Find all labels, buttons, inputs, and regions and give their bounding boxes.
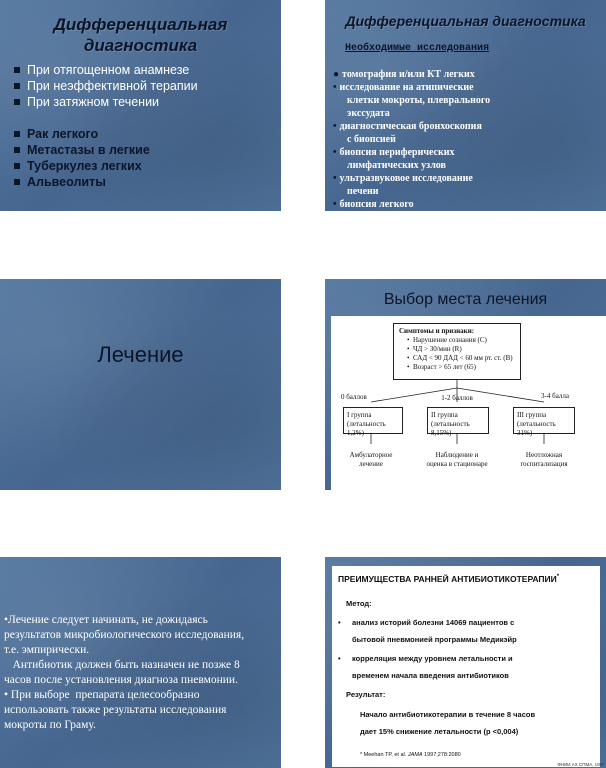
slide-empirical-treatment — [0, 557, 281, 768]
list-item: При отягощенном анамнезе — [14, 62, 198, 78]
group-box-3: III группа (летальность 31%) — [513, 407, 575, 434]
diagnoses-list — [14, 126, 150, 190]
score-label: 3-4 балла — [541, 392, 569, 400]
list-item: При неэффективной терапии — [14, 78, 198, 94]
square-bullet-icon — [14, 99, 20, 105]
bullet-dot-icon: • — [338, 654, 341, 663]
list-item: • Возраст > 65 лет (65) — [407, 363, 476, 371]
list-item: Альвеолиты — [14, 174, 150, 190]
indications-list — [14, 62, 198, 110]
bullet-dot-icon: • — [333, 121, 337, 132]
list-item: При затяжном течении — [14, 94, 198, 110]
result-text: Начало антибиотикотерапии в течение 8 часов дает 15% снижение летальности (р <0,004) — [360, 710, 536, 736]
bullet-dot-icon: • — [333, 82, 337, 93]
bullet-dot-icon: • — [338, 618, 341, 627]
list-item: • исследование на атипические клетки мокроты, плеврального экссудата — [333, 82, 491, 119]
list-item: • анализ историй болезни 14069 пациентов с бытовой пневмонией программы Медикэйр — [352, 614, 592, 648]
square-bullet-icon — [14, 83, 20, 89]
list-item: • биопсия легкого — [333, 199, 414, 210]
score-label: 1-2 баллов — [441, 394, 473, 402]
list-item: • САД < 90 ДАД < 60 мм рт. ст. (В) — [407, 354, 513, 362]
bullet-dot-icon: ● — [333, 69, 340, 80]
list-item: • диагностическая бронхоскопия с биопсией — [333, 121, 482, 145]
action-label: Амбулаторное лечение — [349, 451, 393, 468]
method-label: Метод: — [346, 599, 372, 608]
flowchart — [331, 316, 606, 490]
group-box-2: II группа (летальность 8,15%) — [427, 407, 489, 434]
slide-title: Дифференциальная диагностика — [53, 15, 228, 55]
list-item: ● томография и/или КТ легких — [333, 69, 475, 80]
list-item: Туберкулез легких — [14, 158, 150, 174]
content-panel — [332, 566, 600, 767]
bullet-dot-icon: • — [333, 147, 337, 158]
bullet-dot-icon: • — [333, 199, 337, 210]
list-item: • Нарушение сознания (С) — [407, 336, 487, 344]
slide-treatment — [0, 279, 281, 490]
slide-body-text: •Лечение следует начинать, не дожидаясь результатов микробиологического исследования, т.е. эмпирически. Антибиотик должен быть назначен не позже 8 часов после установления диагноза пневмонии. • При выборе препарата целесообразно использовать также результаты исследования мокроты по Граму. — [4, 614, 245, 731]
square-bullet-icon — [14, 147, 20, 153]
result-label: Результат: — [346, 690, 386, 699]
slide-differential-diagnosis-1 — [0, 0, 281, 211]
action-label: Наблюдение и оценка в стационаре — [426, 451, 488, 468]
slide-title: Выбор места лечения — [383, 291, 548, 308]
investigations-list — [333, 68, 603, 211]
square-bullet-icon — [14, 163, 20, 169]
slide-early-antibiotics — [325, 557, 606, 768]
list-item: • корреляция между уровнем летальности и временем начала введения антибиотиков — [352, 650, 592, 684]
list-item: Рак легкого — [14, 126, 150, 142]
action-label: Неотложная госпитализация — [520, 451, 568, 468]
list-item: • ультразвуковое исследование печени — [333, 173, 473, 197]
square-bullet-icon — [14, 179, 20, 185]
slide-title: ПРЕИМУЩЕСТВА РАННЕЙ АНТИБИОТИКОТЕРАПИИ* — [338, 574, 560, 584]
square-bullet-icon — [14, 131, 20, 137]
slide-title: Дифференциальная диагностика — [345, 13, 586, 29]
credit-text: ФНИИ АХ СПМА, USP — [557, 762, 604, 767]
list-item: Метастазы в легкие — [14, 142, 150, 158]
bullet-dot-icon: • — [333, 173, 337, 184]
reference: * Meehan TP, et al. JAMA 1997;278:2080 — [360, 752, 461, 758]
slide-title: Лечение — [97, 342, 184, 367]
slide-differential-diagnosis-2 — [325, 0, 606, 211]
list-item: • биопсия периферических лимфатических узлов — [333, 147, 455, 171]
list-item: • ЧД > 30/мин (R) — [407, 345, 462, 353]
square-bullet-icon — [14, 67, 20, 73]
score-label: 0 баллов — [341, 393, 367, 401]
slide-treatment-setting — [325, 279, 606, 490]
slide-subtitle: Необходимые исследования — [345, 43, 490, 54]
symptoms-box: Симптомы и признаки: • Нарушение сознания (С) • ЧД > 30/мин (R) • САД < 90 ДАД < 60 мм рт. ст. (В) • Возраст > 65 лет (65) — [393, 323, 521, 380]
group-box-1: I группа (летальность 1,2%) — [343, 407, 403, 434]
